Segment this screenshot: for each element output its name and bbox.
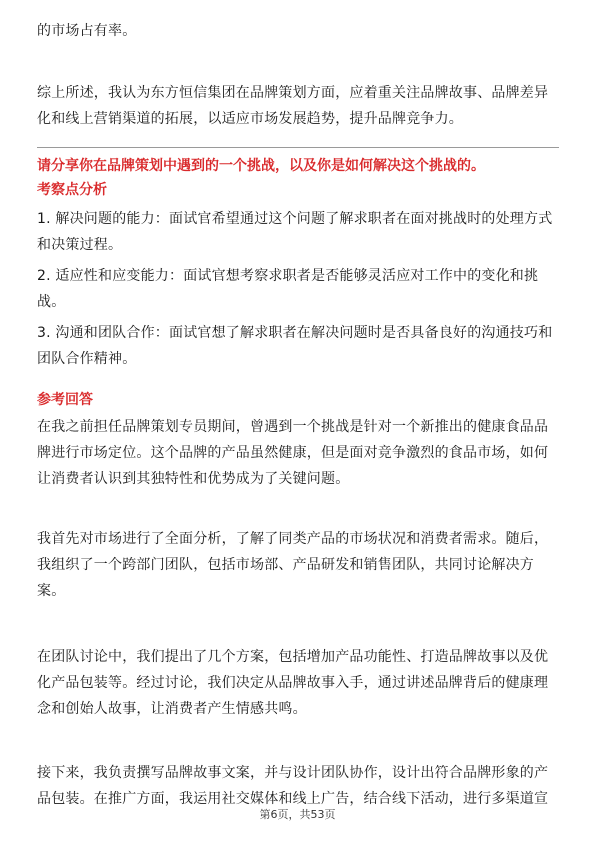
analysis-item-2: 2. 适应性和应变能力：面试官想考察求职者是否能够灵活应对工作中的变化和挑战。 xyxy=(37,268,539,310)
answer-paragraph-2: 我首先对市场进行了全面分析，了解了同类产品的市场状况和消费者需求。随后，我组织了一个跨部门团队，包括市场部、产品研发和销售团队，共同讨论解决方案。 xyxy=(37,531,549,599)
analysis-item-3: 3. 沟通和团队合作：面试官想了解求职者在解决问题时是否具备良好的沟通技巧和团队合作精神。 xyxy=(37,325,553,367)
analysis-title: 考察点分析 xyxy=(37,182,107,198)
question-heading: 请分享你在品牌策划中遇到的一个挑战，以及你是如何解决这个挑战的。 xyxy=(37,158,485,174)
summary-paragraph: 综上所述，我认为东方恒信集团在品牌策划方面，应着重关注品牌故事、品牌差异化和线上营销渠道的拓展，以适应市场发展趋势，提升品牌竞争力。 xyxy=(37,85,549,127)
page-number-footer: 第6页，共53页 xyxy=(259,808,336,821)
section-divider xyxy=(37,147,559,148)
answer-paragraph-1: 在我之前担任品牌策划专员期间，曾遇到一个挑战是针对一个新推出的健康食品品牌进行市场定位。这个品牌的产品虽然健康，但是面对竞争激烈的食品市场，如何让消费者认识到其独特性和优势成为了关键问题。 xyxy=(37,419,549,487)
intro-tail-line: 的市场占有率。 xyxy=(37,23,137,39)
answer-paragraph-4: 接下来，我负责撰写品牌故事文案，并与设计团队协作，设计出符合品牌形象的产品包装。在推广方面，我运用社交媒体和线上广告，结合线下活动，进行多渠道宣 xyxy=(37,765,549,807)
answer-title: 参考回答 xyxy=(37,392,93,408)
answer-paragraph-3: 在团队讨论中，我们提出了几个方案，包括增加产品功能性、打造品牌故事以及优化产品包装等。经过讨论，我们决定从品牌故事入手，通过讲述品牌背后的健康理念和创始人故事，让消费者产生情感共鸣。 xyxy=(37,649,549,717)
analysis-item-1: 1. 解决问题的能力：面试官希望通过这个问题了解求职者在面对挑战时的处理方式和决策过程。 xyxy=(37,211,553,253)
